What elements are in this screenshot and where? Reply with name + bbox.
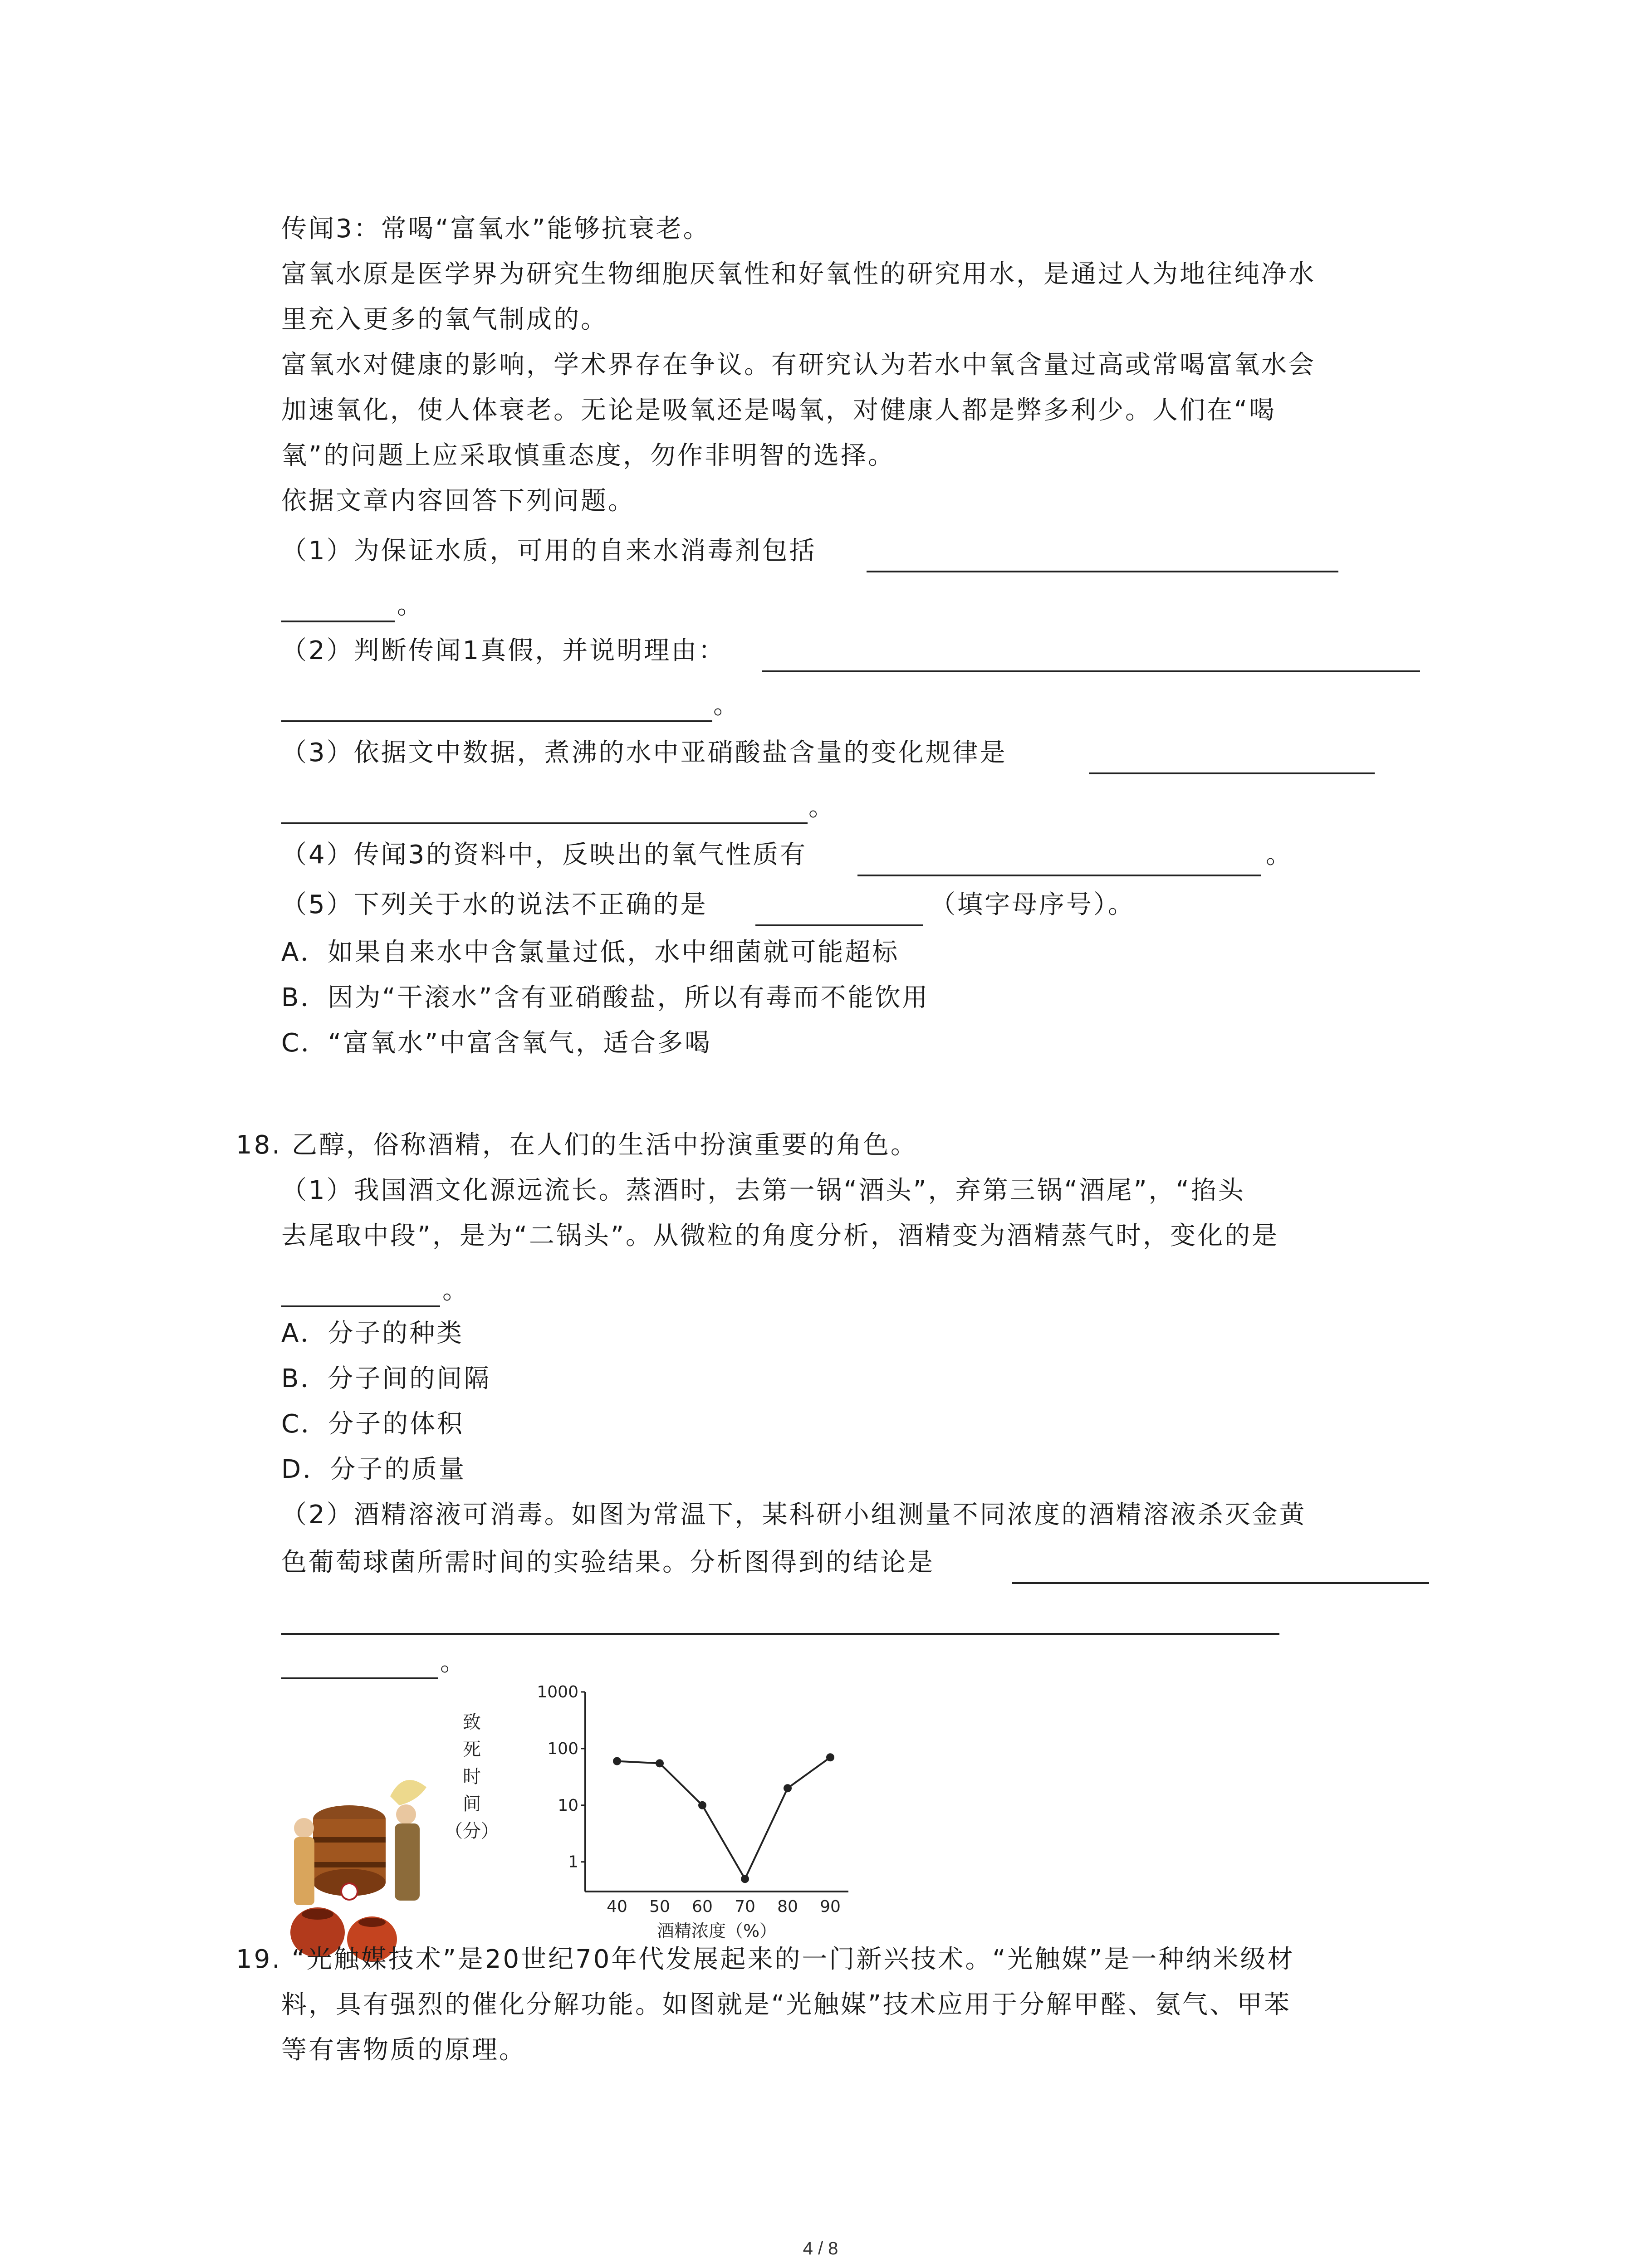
- x-tick-label: 50: [649, 1897, 670, 1916]
- option-d: D．分子的质量: [281, 1455, 466, 1484]
- y-label-char: 间: [463, 1794, 481, 1814]
- answer-blank-1a[interactable]: [867, 571, 1338, 572]
- series-line: [617, 1757, 830, 1879]
- answer-blank-5[interactable]: [755, 924, 923, 926]
- y-axis-label: [445, 1712, 499, 1842]
- data-point: [741, 1875, 749, 1883]
- period: 。: [440, 1647, 467, 1677]
- x-tick-label: 60: [692, 1897, 713, 1916]
- data-point: [826, 1753, 834, 1761]
- x-tick-label: 90: [820, 1897, 841, 1916]
- instruction-line: 依据文章内容回答下列问题。: [281, 486, 635, 516]
- data-point: [784, 1784, 792, 1792]
- page-number: 4 / 8: [803, 2239, 838, 2258]
- wine-making-illustration: [281, 1760, 436, 1969]
- question-18-2-line-b: 色葡萄球菌所需时间的实验结果。分析图得到的结论是: [281, 1548, 935, 1577]
- chart-series: [613, 1753, 834, 1883]
- data-point: [698, 1801, 706, 1809]
- answer-blank-18-2b[interactable]: [281, 1633, 1279, 1635]
- question-4: （4）传闻3的资料中，反映出的氧气性质有: [281, 840, 808, 870]
- paragraph-line: 氧”的问题上应采取慎重态度，勿作非明智的选择。: [281, 441, 896, 470]
- x-tick-label: 40: [607, 1897, 627, 1916]
- kill-time-chart: [445, 1678, 862, 1950]
- answer-blank-3a[interactable]: [1089, 772, 1375, 774]
- question-19-line-a: 19. “光触媒技术”是20世纪70年代发展起来的一门新兴技术。“光触媒”是一种纳米级材: [236, 1945, 1295, 1974]
- rumor3-title: 传闻3：常喝“富氧水”能够抗衰老。: [281, 214, 710, 244]
- question-18-stem: 18. 乙醇，俗称酒精，在人们的生活中扮演重要的角色。: [236, 1130, 918, 1160]
- question-3: （3）依据文中数据，煮沸的水中亚硝酸盐含量的变化规律是: [281, 738, 1007, 767]
- paragraph-line: 富氧水对健康的影响，学术界存在争议。有研究认为若水中氧含量过高或常喝富氧水会: [281, 350, 1316, 380]
- question-5-suffix: （填字母序号）。: [930, 890, 1135, 919]
- answer-blank-1b[interactable]: [281, 621, 395, 622]
- y-label-char: 致: [463, 1712, 481, 1733]
- x-tick-label: 80: [777, 1897, 798, 1916]
- x-tick-label: 70: [735, 1897, 755, 1916]
- answer-blank-2b[interactable]: [281, 720, 712, 722]
- answer-blank-2a[interactable]: [762, 670, 1420, 672]
- question-5: （5）下列关于水的说法不正确的是: [281, 890, 708, 919]
- y-tick-label: 10: [558, 1796, 578, 1815]
- option-c: C．“富氧水”中富含氧气，适合多喝: [281, 1028, 712, 1058]
- question-2: （2）判断传闻1真假，并说明理由：: [281, 636, 726, 665]
- answer-blank-3b[interactable]: [281, 822, 808, 824]
- option-a: A．如果自来水中含氯量过低，水中细菌就可能超标: [281, 938, 900, 967]
- period: 。: [442, 1276, 470, 1305]
- paragraph-line: 里充入更多的氧气制成的。: [281, 305, 608, 334]
- question-1: （1）为保证水质，可用的自来水消毒剂包括: [281, 536, 817, 566]
- paragraph-line: 富氧水原是医学界为研究生物细胞厌氧性和好氧性的研究用水，是通过人为地往纯净水: [281, 259, 1316, 289]
- y-label-char: （分）: [445, 1821, 499, 1842]
- question-18-1-line-b: 去尾取中段”，是为“二锅头”。从微粒的角度分析，酒精变为酒精蒸气时，变化的是: [281, 1221, 1279, 1251]
- period: 。: [1266, 840, 1293, 870]
- y-label-char: 死: [463, 1739, 481, 1760]
- option-b: B．因为“干滚水”含有亚硝酸盐，所以有毒而不能饮用: [281, 983, 930, 1012]
- data-point: [613, 1757, 621, 1765]
- x-axis-label: 酒精浓度（%）: [656, 1921, 777, 1941]
- answer-blank-18-2a[interactable]: [1012, 1582, 1429, 1584]
- y-tick-label: 1000: [537, 1683, 578, 1701]
- question-18-1-line-a: （1）我国酒文化源远流长。蒸酒时，去第一锅“酒头”，弃第三锅“酒尾”，“掐头: [281, 1176, 1245, 1205]
- answer-blank-4[interactable]: [857, 875, 1261, 876]
- answer-blank-18-2c[interactable]: [281, 1677, 438, 1679]
- y-label-char: 时: [463, 1766, 481, 1787]
- option-b: B．分子间的间隔: [281, 1364, 491, 1393]
- period: 。: [713, 690, 740, 720]
- x-tick-labels: [607, 1897, 841, 1916]
- question-19-line-b: 料，具有强烈的催化分解功能。如图就是“光触媒”技术应用于分解甲醛、氨气、甲苯: [281, 1990, 1292, 2019]
- answer-blank-18-1[interactable]: [281, 1305, 440, 1307]
- period: 。: [397, 591, 424, 620]
- period: 。: [808, 792, 836, 822]
- data-point: [656, 1759, 664, 1767]
- option-a: A．分子的种类: [281, 1319, 464, 1348]
- question-18-2-line-a: （2）酒精溶液可消毒。如图为常温下，某科研小组测量不同浓度的酒精溶液杀灭金黄: [281, 1500, 1307, 1530]
- y-tick-label: 100: [547, 1739, 578, 1758]
- option-c: C．分子的体积: [281, 1409, 465, 1439]
- y-tick-label: 1: [568, 1853, 578, 1872]
- question-19-line-c: 等有害物质的原理。: [281, 2035, 526, 2065]
- paragraph-line: 加速氧化，使人体衰老。无论是吸氧还是喝氧，对健康人都是弊多利少。人们在“喝: [281, 396, 1277, 425]
- y-tick-labels: [537, 1683, 585, 1872]
